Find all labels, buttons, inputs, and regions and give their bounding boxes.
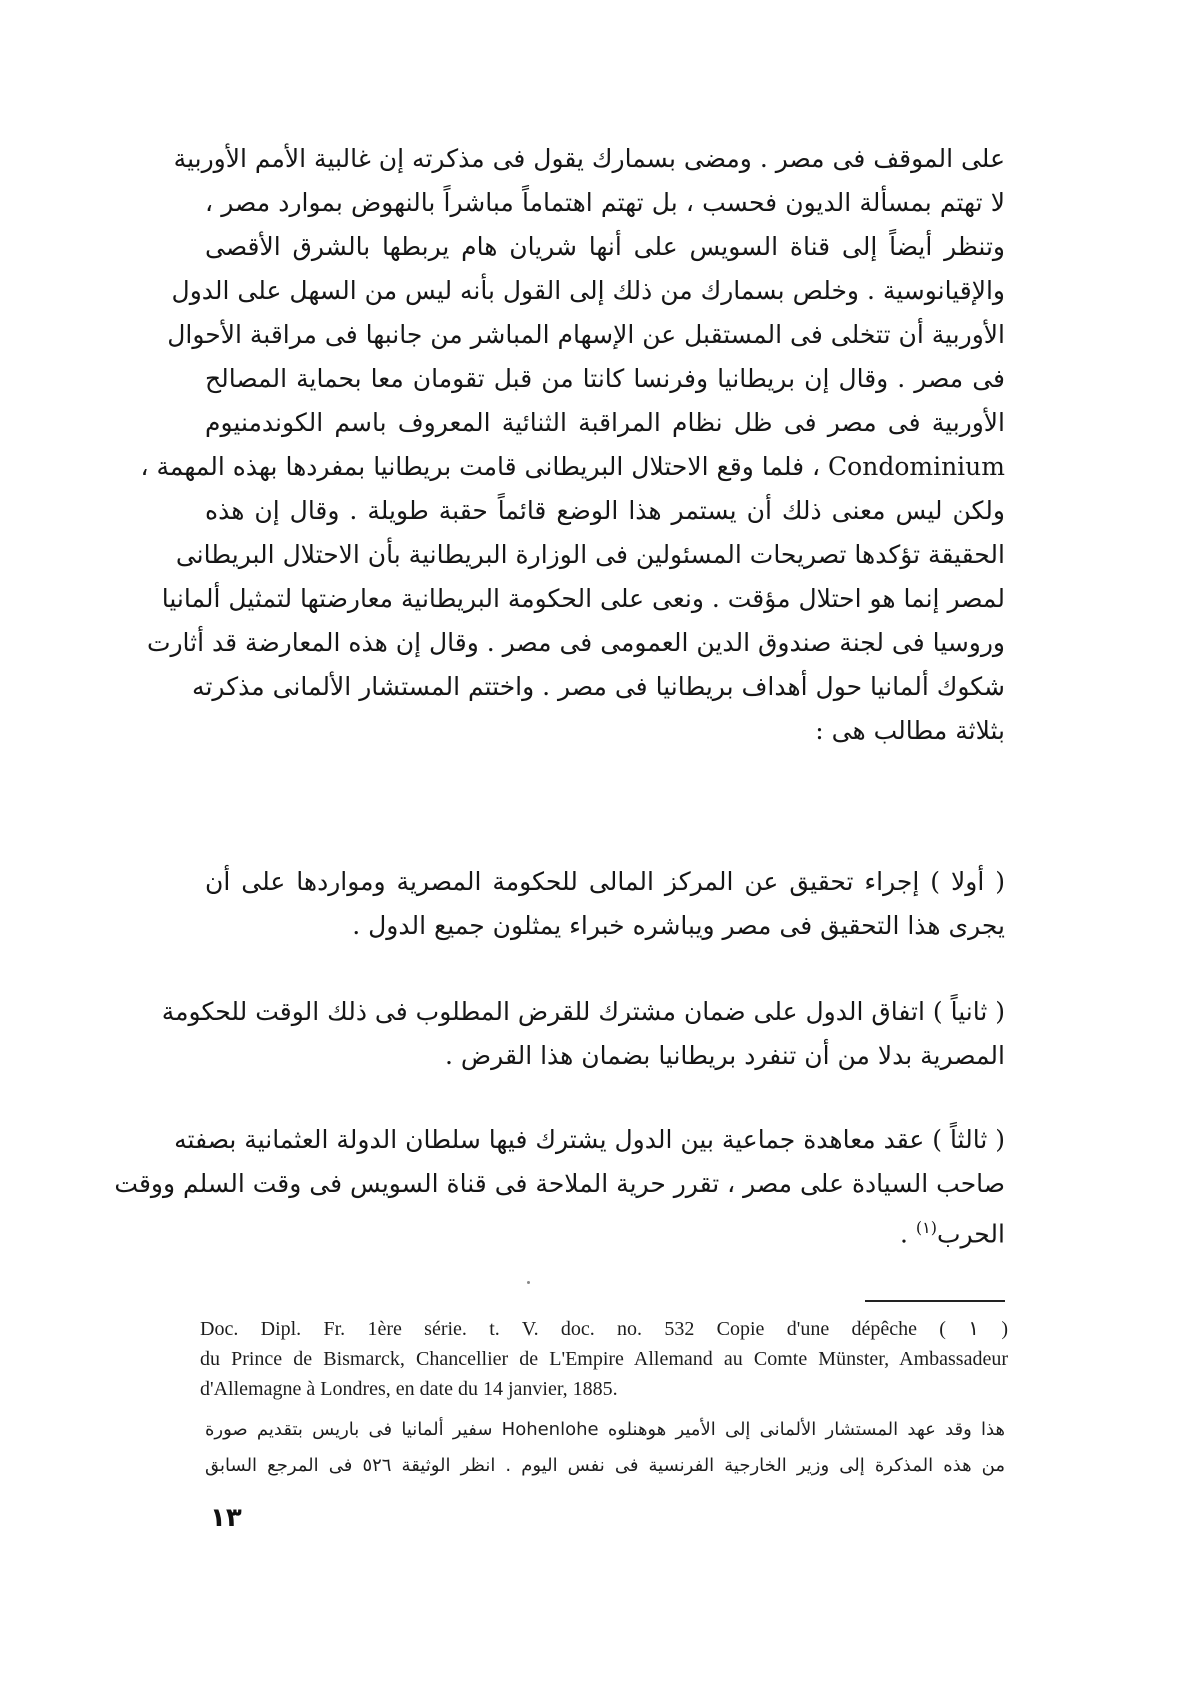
text-line: وتنظر أيضاً إلى قناة السويس على أنها شريان هام يربطها بالشرق الأقصى <box>205 232 1005 261</box>
text-line: ولكن ليس معنى ذلك أن يستمر هذا الوضع قائماً حقبة طويلة . وقال إن هذه <box>205 496 1005 525</box>
text-line: ( ثانياً ) اتفاق الدول على ضمان مشترك للقرض المطلوب فى ذلك الوقت للحكومة <box>161 997 1005 1026</box>
text-line: صاحب السيادة على مصر ، تقرر حرية الملاحة فى قناة السويس فى وقت السلم ووقت <box>114 1169 1005 1198</box>
text-fragment: . <box>899 1219 916 1249</box>
text-line: على الموقف فى مصر . ومضى بسمارك يقول فى مذكرته إن غالبية الأمم الأوربية <box>173 144 1005 173</box>
footnote-line: هذا وقد عهد المستشار الألمانى إلى الأمير هوهنلوه Hohenlohe سفير ألمانيا فى باريس بتقديم صورة <box>205 1419 1005 1440</box>
text-fragment: الحرب <box>936 1219 1005 1249</box>
footnote-line: d'Allemagne à Londres, en date du 14 janvier, 1885. <box>200 1378 618 1400</box>
stray-dot <box>527 1281 530 1284</box>
text-line: لا تهتم بمسألة الديون فحسب ، بل تهتم اهتماماً مباشراً بالنهوض بموارد مصر ، <box>205 188 1005 217</box>
text-line: بثلاثة مطالب هى : <box>815 716 1005 745</box>
text-line: وروسيا فى لجنة صندوق الدين العمومى فى مصر . وقال إن هذه المعارضة قد أثارت <box>146 628 1005 657</box>
text-line: Condominium ، فلما وقع الاحتلال البريطانى قامت بريطانيا بمفردها بهذه المهمة ، <box>140 452 1005 481</box>
demand-item-second <box>161 990 1005 1078</box>
text-line: والإقيانوسية . وخلص بسمارك من ذلك إلى القول بأنه ليس من السهل على الدول <box>171 276 1005 305</box>
text-line: المصرية بدلا من أن تنفرد بريطانيا بضمان هذا القرض . <box>445 1041 1005 1070</box>
footnote-line: Doc. Dipl. Fr. 1ère série. t. V. doc. no. 532 Copie d'une dépêche ( ١ ) <box>200 1318 1008 1340</box>
text-line: لمصر إنما هو احتلال مؤقت . ونعى على الحكومة البريطانية معارضتها لتمثيل ألمانيا <box>161 584 1005 613</box>
footnote-citation <box>200 1314 1008 1404</box>
footnote-line: du Prince de Bismarck, Chancellier de L'Empire Allemand au Comte Münster, Ambassadeur <box>200 1348 1008 1370</box>
footnote-divider <box>865 1300 1005 1302</box>
text-line: الحقيقة تؤكدها تصريحات المسئولين فى الوزارة البريطانية بأن الاحتلال البريطانى <box>175 540 1005 569</box>
text-line: ( أولا ) إجراء تحقيق عن المركز المالى للحكومة المصرية ومواردها على أن <box>205 867 1005 896</box>
page-number: ١٣ <box>210 1503 242 1533</box>
text-line: فى مصر . وقال إن بريطانيا وفرنسا كانتا من قبل تقومان معا بحماية المصالح <box>205 364 1005 393</box>
main-paragraph <box>140 137 1005 753</box>
footnote-reference[interactable]: (١) <box>915 1218 937 1237</box>
text-line: يجرى هذا التحقيق فى مصر ويباشره خبراء يمثلون جميع الدول . <box>352 911 1005 940</box>
text-line: شكوك ألمانيا حول أهداف بريطانيا فى مصر . واختتم المستشار الألمانى مذكرته <box>192 672 1005 701</box>
footnote-arabic-note <box>205 1412 1005 1484</box>
text-line: الأوربية أن تتخلى فى المستقبل عن الإسهام المباشر من جانبها فى مراقبة الأحوال <box>167 320 1005 349</box>
text-line: الأوربية فى مصر فى ظل نظام المراقبة الثنائية المعروف باسم الكوندمنيوم <box>205 408 1005 437</box>
footnote-line: من هذه المذكرة إلى وزير الخارجية الفرنسية فى نفس اليوم . انظر الوثيقة ٥٢٦ فى المرجع السابق <box>205 1455 1005 1476</box>
demand-item-third <box>114 1118 1005 1250</box>
text-line: ( ثالثاً ) عقد معاهدة جماعية بين الدول يشترك فيها سلطان الدولة العثمانية بصفته <box>174 1125 1005 1154</box>
text-line-with-footnote <box>205 1206 1005 1250</box>
demand-item-first <box>205 860 1005 948</box>
